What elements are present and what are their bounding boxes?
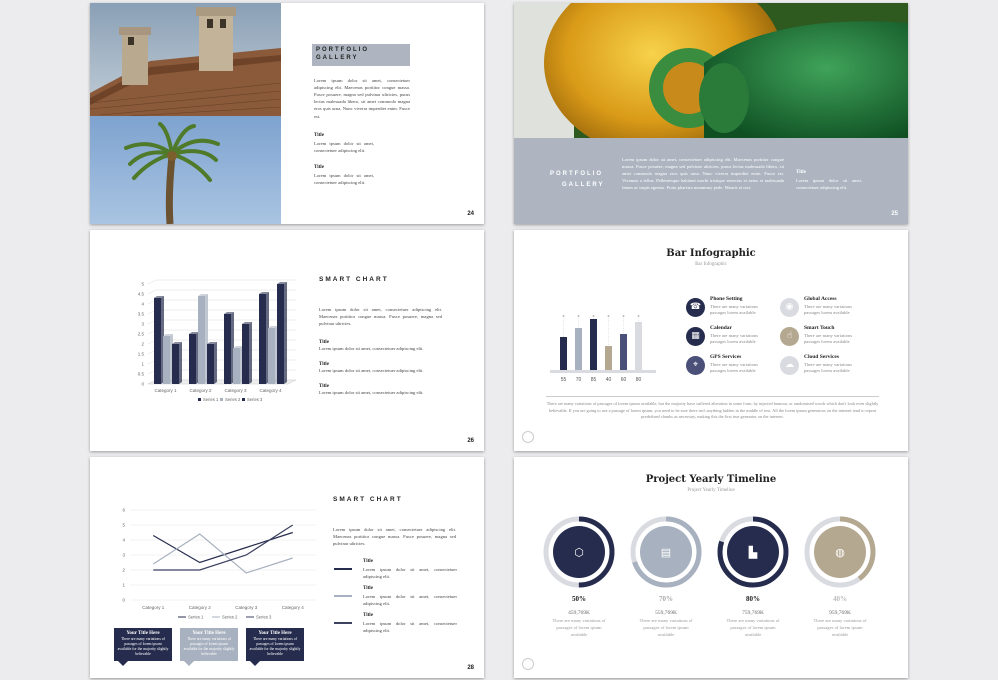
- bar-guide-dot: [593, 315, 595, 317]
- callout-title: Your Title Here: [126, 631, 160, 636]
- bar-series-3: [207, 344, 214, 384]
- heading-line1: PORTFOLIO: [550, 171, 603, 177]
- chart-body: Lorem ipsum dolor sit amet, consectetuer adipiscing elit. Maecenas porttitor congue massa. Fusce posuere, magna sed pulvinar ultricies.: [333, 527, 456, 547]
- title-3-body: Lorem ipsum dolor sit amet, consectetuer adipiscing elit.: [319, 390, 424, 396]
- title-1: Title: [796, 170, 806, 175]
- title-1-body: Lorem ipsum dolor sit amet, consectetuer adipiscing elit.: [796, 178, 862, 191]
- map-pin-icon: ⌖: [686, 356, 705, 375]
- title-3: Title: [319, 384, 329, 390]
- y-tick-label: 4.5: [137, 291, 144, 297]
- feature-item: [686, 325, 778, 351]
- feature-item: [780, 354, 872, 380]
- percent-label: 40%: [833, 595, 847, 603]
- item-description: There are many variations of passages of lorem ipsum available: [726, 618, 780, 637]
- cube-icon: ⬡: [574, 547, 584, 559]
- legend-label: Series 3: [247, 397, 263, 402]
- page-number: 28: [467, 665, 474, 671]
- percent-label: 70%: [659, 595, 673, 603]
- y-tick-label: 0.5: [137, 371, 144, 377]
- bar-label: 85: [590, 377, 597, 383]
- title-1: Title: [319, 340, 329, 345]
- palm-photo: [90, 116, 281, 224]
- bar-series-3: [242, 324, 249, 384]
- callout-title: Your Title Here: [192, 631, 226, 636]
- progress-donut: [801, 515, 879, 591]
- x-tick-label: Category 1: [154, 388, 177, 393]
- y-tick-label: 2.5: [137, 331, 144, 337]
- callout-body: There are many variations of passages of lorem ipsum available for the majority slightly believable: [117, 637, 169, 657]
- bar-infographic-chart: [548, 292, 668, 392]
- title-2-body: Lorem ipsum dolor sit amet, consectetuer adipiscing elit.: [314, 173, 374, 186]
- value-label: 959,769K: [829, 610, 851, 616]
- feature-desc-1: There are many variations: [710, 362, 759, 367]
- x-tick-label: Category 4: [259, 388, 282, 393]
- bar-label: 40: [605, 377, 612, 383]
- x-tick-label: Category 2: [188, 605, 211, 610]
- legend-line-series-1: [334, 568, 352, 570]
- legend-title: Title: [363, 559, 373, 564]
- x-tick-label: Category 2: [189, 388, 212, 393]
- bar-label: 60: [620, 377, 627, 383]
- bar-series-2: [268, 328, 275, 384]
- bar-guide-dot: [638, 315, 640, 317]
- callout-title: Your Title Here: [258, 631, 292, 636]
- bar-series-3: [172, 344, 179, 384]
- y-tick-label: 1: [122, 582, 125, 588]
- callout-body: There are many variations of passages of lorem ipsum available for the majority slightly believable: [183, 637, 235, 657]
- heading-line1: PORTFOLIO: [316, 47, 369, 53]
- slide-title: Project Yearly Timeline: [645, 474, 777, 485]
- bar-guide-dot: [563, 315, 565, 317]
- nav-circle-button[interactable]: [522, 431, 534, 443]
- slide-subtitle: Bar Infographic: [695, 262, 727, 267]
- x-tick-label: Category 3: [235, 605, 258, 610]
- bar-label: 55: [560, 377, 567, 383]
- feature-name: Cloud Services: [804, 354, 839, 360]
- bar-side: [179, 342, 182, 384]
- slide-24[interactable]: [90, 3, 484, 224]
- y-tick-label: 0: [141, 381, 144, 387]
- percent-label: 50%: [572, 595, 586, 603]
- slide-25[interactable]: [514, 3, 908, 224]
- value-label: 559,769K: [655, 610, 677, 616]
- bar-guide-dot: [578, 315, 580, 317]
- legend-label: Series 3: [256, 614, 272, 620]
- feature-grid: [686, 296, 896, 386]
- series-line-1: [153, 533, 293, 563]
- bar: [635, 322, 642, 370]
- globe-icon: ◍: [835, 547, 845, 559]
- feature-item: [780, 296, 872, 322]
- document-icon: ▙: [748, 547, 758, 559]
- y-tick-label: 6: [122, 507, 125, 513]
- callout-box: [114, 628, 172, 661]
- feature-desc-1: There are many variations: [710, 333, 759, 338]
- title-1-body: Lorem ipsum dolor sit amet, consectetuer adipiscing elit.: [314, 141, 374, 154]
- callout-box: [246, 628, 304, 661]
- feature-desc-1: There are many variations: [804, 362, 853, 367]
- bar-side: [284, 282, 287, 384]
- feature-name: GPS Services: [710, 354, 742, 360]
- chart-baseline: [550, 370, 656, 373]
- title-2-body: Lorem ipsum dolor sit amet, consectetuer adipiscing elit.: [319, 368, 424, 374]
- bar: [575, 328, 582, 370]
- chart-heading: SMART CHART: [333, 496, 403, 503]
- feature-desc-2: passages lorem available: [804, 339, 850, 344]
- feature-desc-2: passages lorem available: [804, 310, 850, 315]
- bar-series-1: [189, 334, 196, 384]
- callout-body: There are many variations of passages of lorem ipsum available for the majority slightly believable: [249, 637, 301, 657]
- chart-heading: SMART CHART: [319, 276, 389, 283]
- divider: [546, 396, 879, 397]
- bar-label: 80: [635, 377, 642, 383]
- phone-icon: ☎: [686, 298, 705, 317]
- bar-guide-dot: [623, 315, 625, 317]
- bar-series-2: [198, 296, 205, 384]
- bar-series-1: [154, 298, 161, 384]
- y-tick-label: 3: [141, 321, 144, 327]
- feature-name: Smart Touch: [804, 325, 835, 331]
- feature-desc-1: There are many variations: [804, 333, 853, 338]
- globe-icon: ◉: [780, 298, 799, 317]
- chimney-photo: [90, 3, 281, 116]
- bar-series-2: [233, 348, 240, 384]
- title-2: Title: [314, 165, 324, 170]
- line-chart: [112, 503, 322, 623]
- timeline-item: [540, 515, 618, 665]
- item-description: There are many variations of passages of lorem ipsum available: [639, 618, 693, 637]
- legend-line-series-3: [334, 622, 352, 624]
- progress-donut: [540, 515, 618, 591]
- item-description: There are many variations of passages of lorem ipsum available: [813, 618, 867, 637]
- callout-pointer: [118, 661, 128, 666]
- progress-donut: [627, 515, 705, 591]
- legend-label: Series 1: [203, 397, 219, 402]
- x-tick-label: Category 4: [281, 605, 304, 610]
- legend-label: Series 2: [225, 397, 241, 402]
- slide-29[interactable]: [514, 457, 908, 678]
- bar-label: 70: [575, 377, 582, 383]
- legend-swatch: [198, 398, 201, 401]
- bar: [620, 334, 627, 370]
- y-tick-label: 2: [122, 567, 125, 573]
- bar: [605, 346, 612, 370]
- bar-chart-3d: [128, 272, 328, 451]
- bar-side: [249, 322, 252, 384]
- feature-desc-2: passages lorem available: [804, 368, 850, 373]
- feature-item: [686, 296, 778, 322]
- legend-body: Lorem ipsum dolor sit amet, consectetuer adipiscing elit.: [363, 621, 457, 634]
- legend-list: [334, 559, 459, 640]
- y-tick-label: 3: [122, 552, 125, 558]
- legend-line-series-2: [334, 595, 352, 597]
- legend-title: Title: [363, 613, 373, 618]
- legend-item: [334, 613, 459, 640]
- glass-bottle-photo: [514, 3, 908, 138]
- gallery-band: [514, 138, 908, 224]
- y-tick-label: 4: [122, 537, 125, 543]
- page-number: 26: [467, 438, 474, 444]
- y-tick-label: 5: [122, 522, 125, 528]
- feature-item: [780, 325, 872, 351]
- feature-desc-1: There are many variations: [804, 304, 853, 309]
- timeline-row: [540, 515, 890, 665]
- y-tick-label: 5: [141, 281, 144, 287]
- nav-circle-button[interactable]: [522, 658, 534, 670]
- title-1-body: Lorem ipsum dolor sit amet, consectetuer adipiscing elit.: [319, 346, 424, 351]
- timeline-item: [714, 515, 792, 665]
- legend-swatch: [220, 398, 223, 401]
- bar-series-3: [277, 284, 284, 384]
- heading-line2: GALLERY: [562, 182, 605, 188]
- feature-desc-2: passages lorem available: [710, 368, 756, 373]
- progress-donut: [714, 515, 792, 591]
- bar: [560, 337, 567, 370]
- x-tick-label: Category 3: [224, 388, 247, 393]
- heading-line2: GALLERY: [316, 55, 359, 61]
- timeline-item: [627, 515, 705, 665]
- bar-series-1: [259, 294, 266, 384]
- bar: [590, 319, 597, 370]
- callout-box: [180, 628, 238, 661]
- cloud-icon: ☁: [780, 356, 799, 375]
- y-tick-label: 1.5: [137, 351, 144, 357]
- x-tick-label: Category 1: [142, 605, 165, 610]
- slide-subtitle: Project Yearly Timeline: [687, 488, 735, 493]
- feature-name: Global Access: [804, 296, 837, 302]
- film-icon: ▤: [660, 547, 672, 559]
- feature-desc-2: passages lorem available: [710, 310, 756, 315]
- item-description: There are many variations of passages of lorem ipsum available: [552, 618, 606, 637]
- titles-list: [319, 340, 442, 396]
- legend-label: Series 2: [222, 614, 238, 620]
- gallery-heading-box: [312, 44, 410, 66]
- grid-diag: [148, 290, 156, 294]
- chart-body: Lorem ipsum dolor sit amet, consectetuer adipiscing elit. Maecenas porttitor congue massa. Fusce posuere, magna sed pulvinar ultricies.: [319, 307, 442, 327]
- page-number: 24: [467, 211, 474, 217]
- y-tick-label: 3.5: [137, 311, 144, 317]
- feature-name: Phone Setting: [710, 296, 743, 302]
- feature-item: [686, 354, 778, 380]
- page-number: 25: [891, 211, 898, 217]
- feature-desc-2: passages lorem available: [710, 339, 756, 344]
- bar-guide-dot: [608, 315, 610, 317]
- y-tick-label: 0: [122, 597, 125, 603]
- grid-diag: [148, 280, 156, 284]
- feature-name: Calendar: [710, 325, 732, 331]
- slide-26[interactable]: [90, 230, 484, 451]
- slide-title: Bar Infographic: [666, 248, 756, 259]
- callout-row: [114, 628, 314, 672]
- y-tick-label: 4: [141, 301, 144, 307]
- calendar-icon: ▦: [686, 327, 705, 346]
- legend-label: Series 1: [188, 614, 204, 620]
- y-tick-label: 1: [141, 361, 144, 367]
- touch-icon: ☝: [780, 327, 799, 346]
- legend-title: Title: [363, 586, 373, 591]
- callout-pointer: [184, 661, 194, 666]
- timeline-item: [801, 515, 879, 665]
- gallery-body: Lorem ipsum dolor sit amet, consectetuer adipiscing elit. Maecenas porttitor congue massa. Fusce posuere, magna sed pulvinar ultricies, purus lectus malesuada libero, sit amet commodo magna eros quis urna. Nunc viverra imperdiet enim. Fusce est. Vivamus a tellus. Pellentesque habitant morbi tristique senectus et netus et malesuada fames ac turpis egestas. Proin pharetra nonummy pede. Mauris et orci.: [622, 157, 784, 191]
- legend-swatch: [242, 398, 245, 401]
- legend-body: Lorem ipsum dolor sit amet, consectetuer adipiscing elit.: [363, 567, 457, 580]
- slide-28[interactable]: [90, 457, 484, 678]
- y-tick-label: 2: [141, 341, 144, 347]
- feature-desc-1: There are many variations: [710, 304, 759, 309]
- legend-body: Lorem ipsum dolor sit amet, consectetuer adipiscing elit.: [363, 594, 457, 607]
- percent-label: 80%: [746, 595, 760, 603]
- title-2: Title: [319, 362, 329, 368]
- legend-item: [334, 586, 459, 613]
- gallery-body: Lorem ipsum dolor sit amet, consectetuer adipiscing elit. Maecenas porttitor congue massa. Fusce posuere, magna sed pulvinar ultricies, purus lectus malesuada libero, sit amet commodo magna eros quis urna. Nunc viverra imperdiet enim. Fusce est.: [314, 78, 410, 119]
- legend-item: [334, 559, 459, 586]
- callout-pointer: [250, 661, 260, 666]
- bar-series-1: [224, 314, 231, 384]
- footer-text: There are many variations of passages of lorem ipsum available, but the majority have suffered alteration in some form, by injected humour, or randomised words which don't look even slightly believable. If you are going to use a passage of lorem ipsum, you need to be sure there isn't anything hidden in the middle of text. All the lorem ipsum generators on the internet tend to repeat predefined chunks as necessary, making this the first true generator on the internet.: [546, 401, 879, 420]
- bar-series-2: [163, 336, 170, 384]
- value-label: 459,769K: [568, 610, 590, 616]
- bar-side: [214, 342, 217, 384]
- slide-27[interactable]: [514, 230, 908, 451]
- value-label: 759,769K: [742, 610, 764, 616]
- title-1: Title: [314, 133, 324, 138]
